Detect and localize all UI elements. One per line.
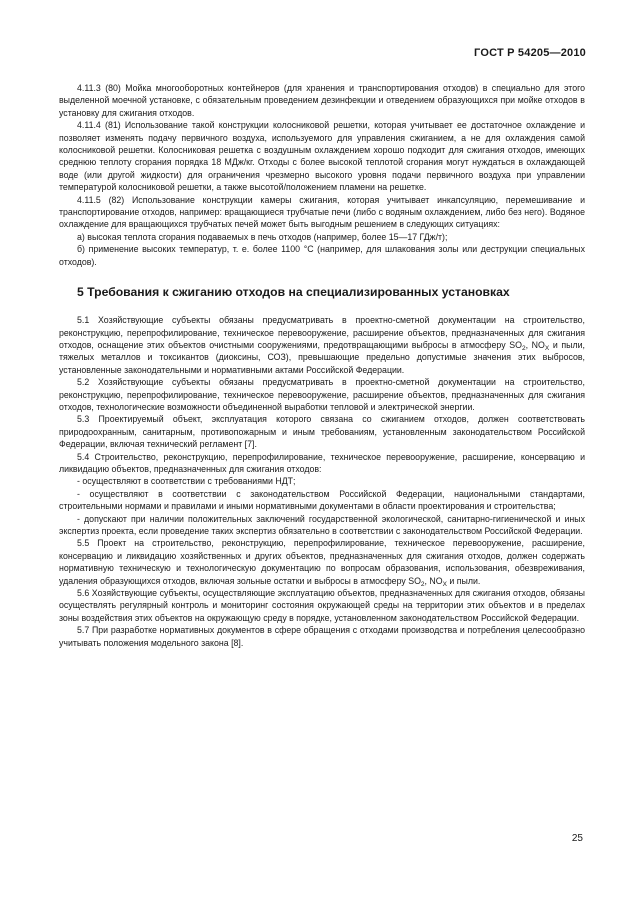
paragraph-5-4: 5.4 Строительство, реконструкцию, перепрофилирование, техническое перевооружение, расширение, консервацию и ликвидацию объектов, предназначенных для сжигания отходов: bbox=[59, 451, 585, 474]
list-item-a: а) высокая теплота сгорания подаваемых в печь отходов (например, более 15—17 ГДж/т); bbox=[77, 231, 448, 242]
document-header-id: ГОСТ Р 54205—2010 bbox=[474, 47, 586, 59]
paragraph-5-2: 5.2 Хозяйствующие субъекты обязаны предусматривать в проектно-сметной документации на строительство, реконструкцию, перепрофилирование, техническое перевооружение, расширение объектов, предназначенных для сжигания отходов, технологические возможности объединенной выработки тепловой и электрической энергии. bbox=[59, 377, 585, 412]
paragraph-5-6: 5.6 Хозяйствующие субъекты, осуществляющие эксплуатацию объектов, предназначенных для сжигания отходов, обязаны осуществлять регулярный контроль и мониторинг состояния окружающей среды на территории этих объектов и в пределах зоны воздействия этих объектов на окружающую среду в порядке, установленном законодательством Российской Федерации. bbox=[59, 588, 585, 623]
dash-item-3: - допускают при наличии положительных заключений государственной экологической, санитарно-гигиенической и иных экспертиз проекта, если проведение таких экспертиз обязательно в соответствии с законодательством Российской Федерации. bbox=[59, 513, 585, 536]
paragraph-5-1 bbox=[59, 314, 585, 376]
subscript-2: 2 bbox=[420, 580, 425, 588]
paragraph-5-1-text-b: , NO bbox=[525, 339, 545, 350]
subscript-x: X bbox=[442, 580, 447, 588]
paragraph-5-5-text-c: и пыли. bbox=[446, 575, 481, 586]
paragraph-4-11-4: 4.11.4 (81) Использование такой конструкции колосниковой решетки, которая учитывает ее достаточное охлаждение и позволяет изменять подачу первичного воздуха, используемого для управления сжиганием, а не для охлаждения самой колосниковой решетки. Колосниковая решетка с воздушным охлаждением хорошо подходит для сжигания отходов, имеющих среднюю теплоту сгорания порядка 18 МДж/кг. Отходы с более высокой теплотой сгорания могут нуждаться в охлаждающей воде (или другой жидкости) для ограничения чрезмерно высокого уровня подачи первичного воздуха при управлении температурой колосниковой решетки, а также высотой/положением пламени на решетке. bbox=[59, 120, 585, 193]
paragraph-4-11-5: 4.11.5 (82) Использование конструкции камеры сжигания, которая учитывает инкапсуляцию, перемешивание и транспортирование отходов, например: вращающиеся трубчатые печи (либо с водяным охлаждением, либо без него). Водяное охлаждение для вращающихся трубчатых печей может быть выгодным решением в следующих ситуациях: bbox=[59, 194, 585, 230]
page-number: 25 bbox=[571, 833, 583, 844]
paragraph-4-11-3: 4.11.3 (80) Мойка многооборотных контейнеров (для хранения и транспортирования отходов) в специально для этого выделенной моечной установке, с обязательным проведением дезинфекции и отведением образующихся при мойке отходов в установку для сжигания отходов. bbox=[59, 83, 585, 118]
list-item-b: б) применение высоких температур, т. е. более 1100 °С (например, для шлакования золы или деструкции специальных отходов). bbox=[59, 244, 585, 267]
document-body bbox=[59, 82, 585, 649]
subscript-2: 2 bbox=[521, 344, 526, 352]
subscript-x: X bbox=[544, 344, 550, 352]
paragraph-5-1-text-c: и пыли, тяжелых металлов и токсикантов (диоксины, СОЗ), превышающие предельно допустимые значения этих выбросов, установленные законодательными и нормативными актами Российской Федерации. bbox=[59, 339, 585, 375]
paragraph-5-5-text-a: 5.5 Проект на строительство, реконструкцию, перепрофилирование, техническое перевооружение, расширение, консервацию и ликвидацию хозяйственных и других объектов, предназначенных для сжигания отходов, должен содержать нормативную техническую и технологическую документацию по вопросам образования, использования, обезвреживания, удаления образующихся отходов, включая зольные остатки и выбросы в атмосферу SO bbox=[59, 538, 585, 586]
paragraph-5-7: 5.7 При разработке нормативных документов в сфере обращения с отходами производства и потребления целесообразно учитывать положения модельного закона [8]. bbox=[59, 625, 585, 648]
dash-item-2: - осуществляют в соответствии с законодательством Российской Федерации, национальными стандартами, строительными нормами и правилами и иными нормативными документами в области проектирования и строительства; bbox=[59, 488, 585, 512]
paragraph-5-3: 5.3 Проектируемый объект, эксплуатация которого связана со сжиганием отходов, должен соответствовать природоохранным, санитарным, противопожарным и иным требованиям, установленным законодательством Российской Федерации, включая технический регламент [7]. bbox=[59, 414, 585, 450]
dash-item-1: - осуществляют в соответствии с требованиями НДТ; bbox=[77, 476, 296, 487]
paragraph-5-1-text-a: 5.1 Хозяйствующие субъекты обязаны предусматривать в проектно-сметной документации на строительство, реконструкцию, перепрофилирование, техническое перевооружение, расширение объектов, предназначенных для сжигания отходов, оснащение этих объектов очистными сооружениями, предотвращающими выбросы в атмосферу SO bbox=[59, 315, 585, 350]
paragraph-5-5-text-b: , NO bbox=[424, 575, 443, 586]
section-5-title: 5 Требования к сжиганию отходов на специализированных установках bbox=[77, 285, 510, 300]
paragraph-5-5 bbox=[59, 537, 585, 587]
